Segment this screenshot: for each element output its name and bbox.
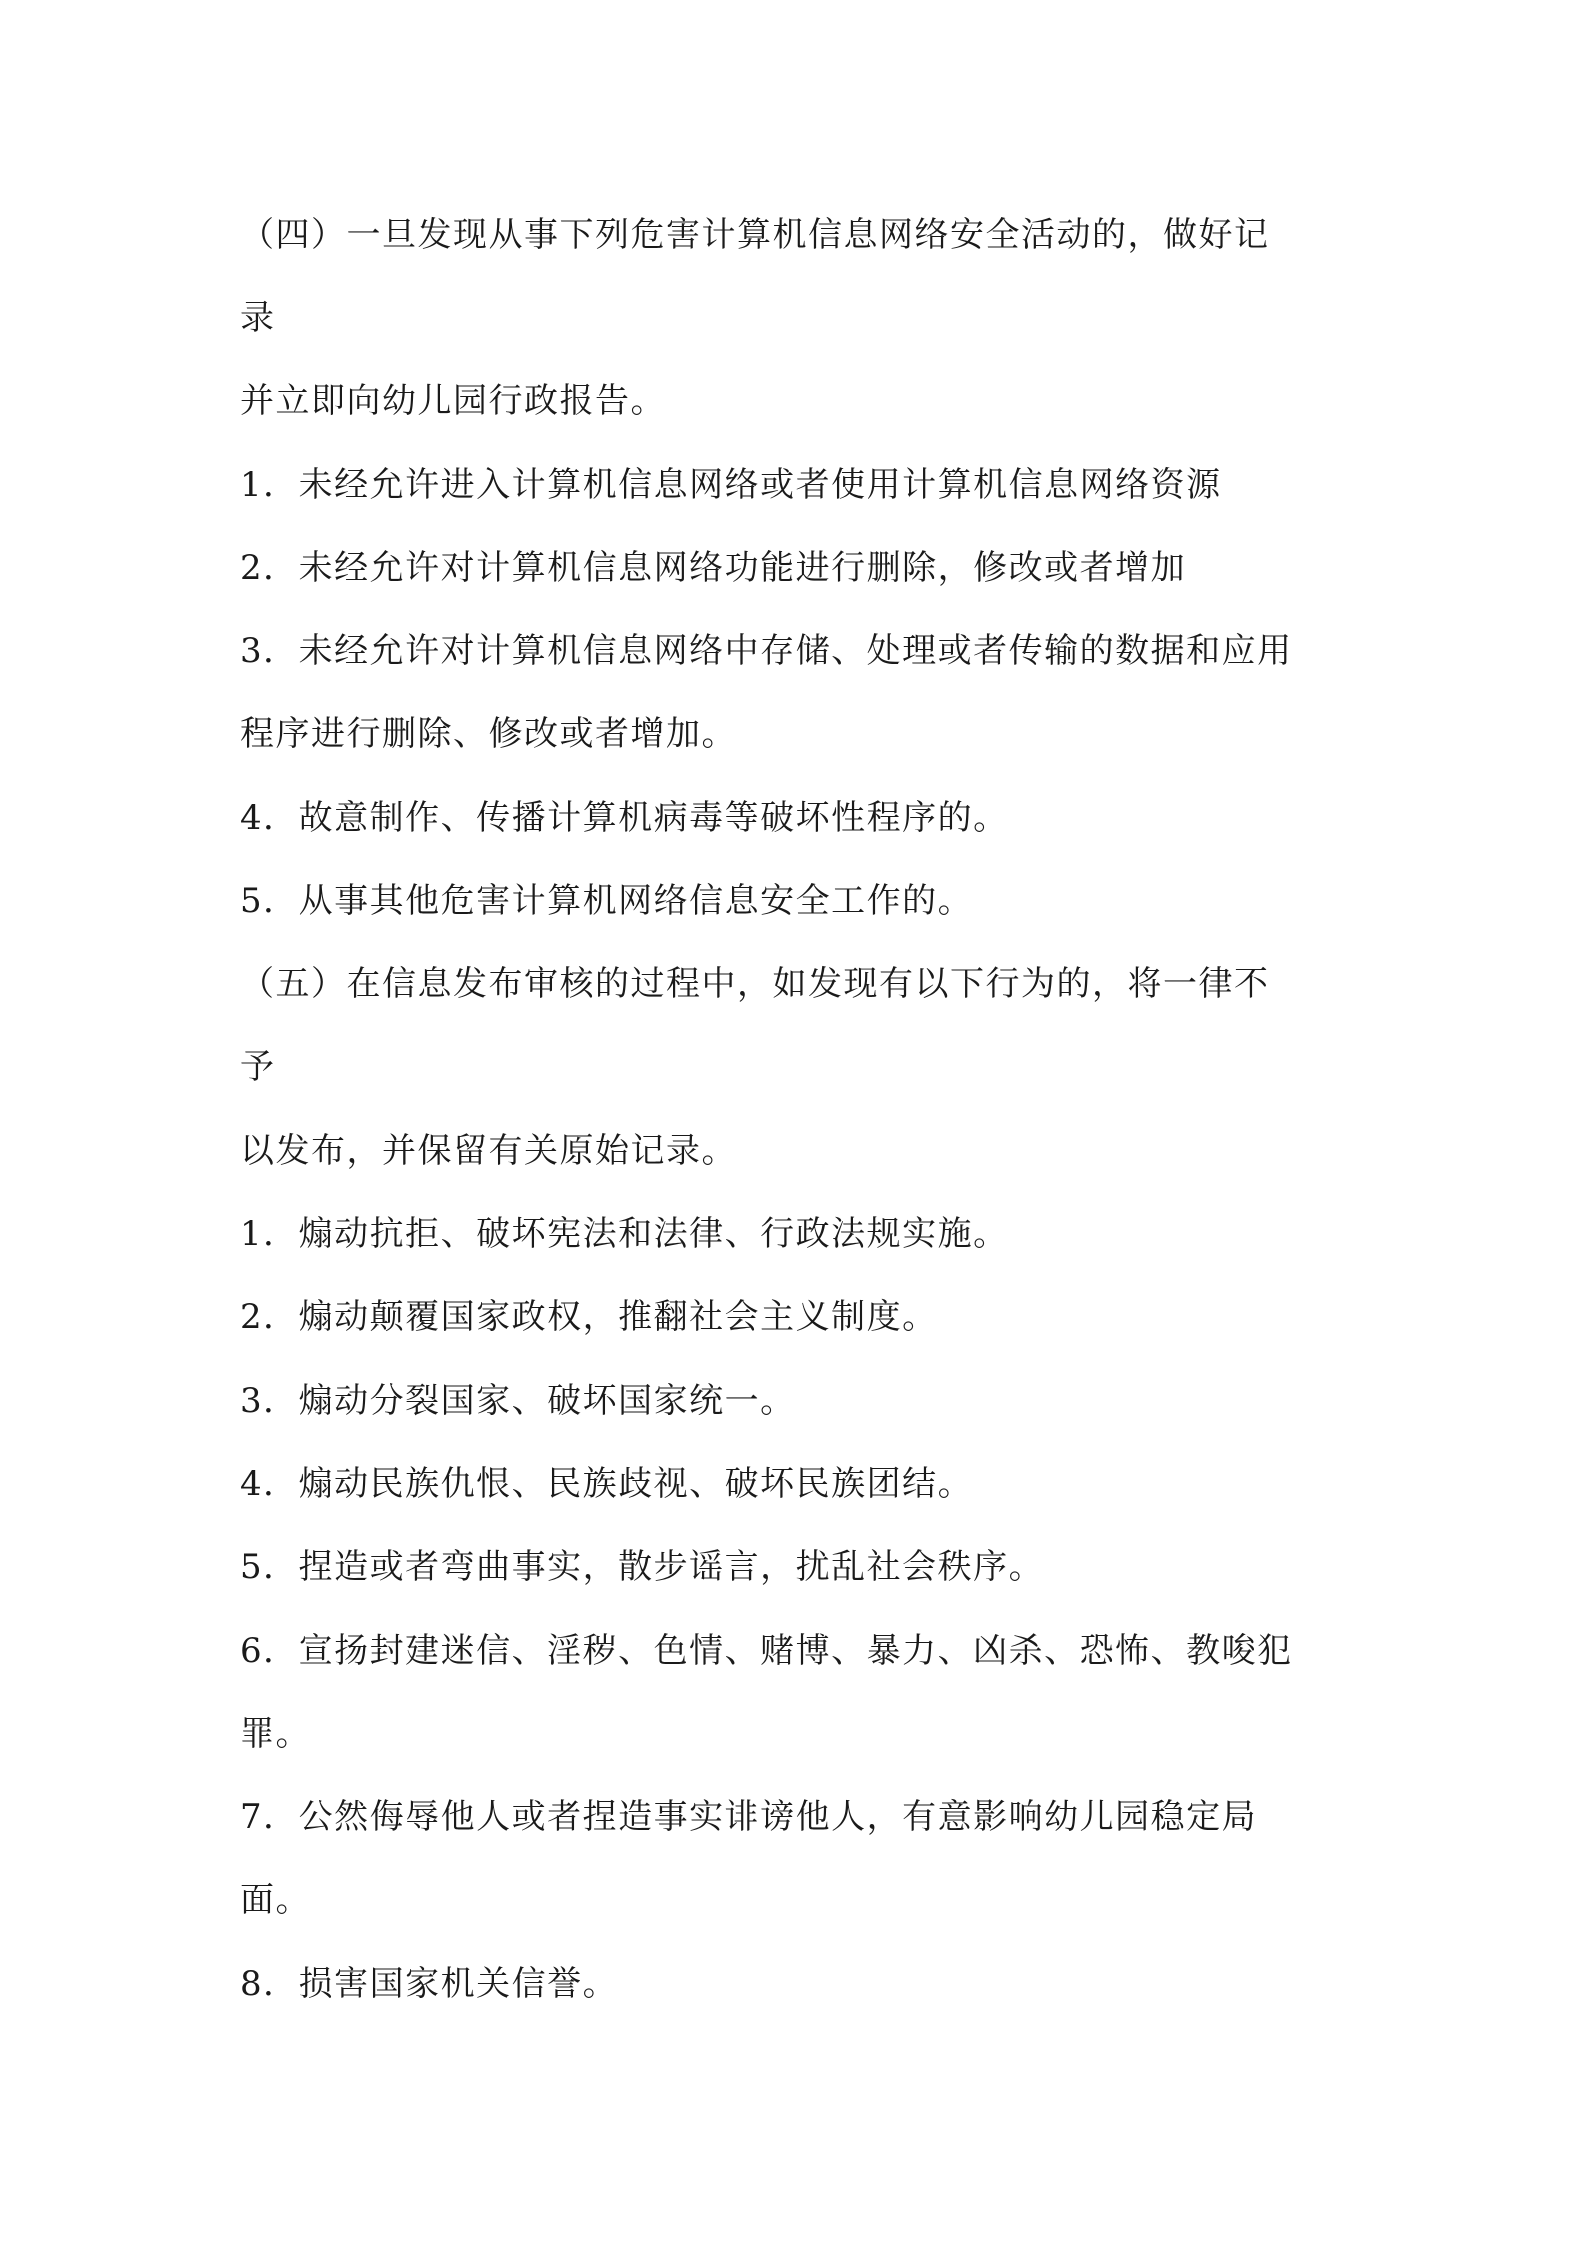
section-four-item-1: 1．未经允许进入计算机信息网络或者使用计算机信息网络资源 [240, 465, 1222, 505]
section-five-item-6-line-1: 6．宣扬封建迷信、淫秽、色情、赌博、暴力、凶杀、恐怖、教唆犯 [240, 1631, 1293, 1671]
section-five-item-7-line-2: 面。 [240, 1880, 311, 1920]
section-four-heading-line-1: （四）一旦发现从事下列危害计算机信息网络安全活动的，做好记 [240, 215, 1270, 255]
section-five-item-7-line-1: 7．公然侮辱他人或者捏造事实诽谤他人，有意影响幼儿园稳定局 [240, 1797, 1258, 1837]
section-five-item-5: 5．捏造或者弯曲事实，散步谣言，扰乱社会秩序。 [240, 1547, 1045, 1587]
section-five-item-4: 4．煽动民族仇恨、民族歧视、破坏民族团结。 [240, 1464, 974, 1504]
section-four-heading-line-3: 并立即向幼儿园行政报告。 [240, 381, 666, 421]
section-five-heading-line-3: 以发布，并保留有关原始记录。 [240, 1131, 737, 1171]
section-five-item-3: 3．煽动分裂国家、破坏国家统一。 [240, 1381, 796, 1421]
section-four-item-2: 2．未经允许对计算机信息网络功能进行删除，修改或者增加 [240, 548, 1187, 588]
section-four-heading-line-2: 录 [240, 298, 276, 338]
section-five-heading-line-2: 予 [240, 1047, 276, 1087]
section-four-item-4: 4．故意制作、传播计算机病毒等破坏性程序的。 [240, 798, 1009, 838]
section-five-item-1: 1．煽动抗拒、破坏宪法和法律、行政法规实施。 [240, 1214, 1009, 1254]
section-four-item-3-line-1: 3．未经允许对计算机信息网络中存储、处理或者传输的数据和应用 [240, 631, 1293, 671]
section-five-item-6-line-2: 罪。 [240, 1714, 311, 1754]
section-five-heading-line-1: （五）在信息发布审核的过程中，如发现有以下行为的，将一律不 [240, 964, 1270, 1004]
section-five-item-2: 2．煽动颠覆国家政权，推翻社会主义制度。 [240, 1297, 938, 1337]
section-four-item-5: 5．从事其他危害计算机网络信息安全工作的。 [240, 881, 974, 921]
section-four-item-3-line-2: 程序进行删除、修改或者增加。 [240, 714, 737, 754]
section-five-item-8: 8．损害国家机关信誉。 [240, 1964, 619, 2004]
